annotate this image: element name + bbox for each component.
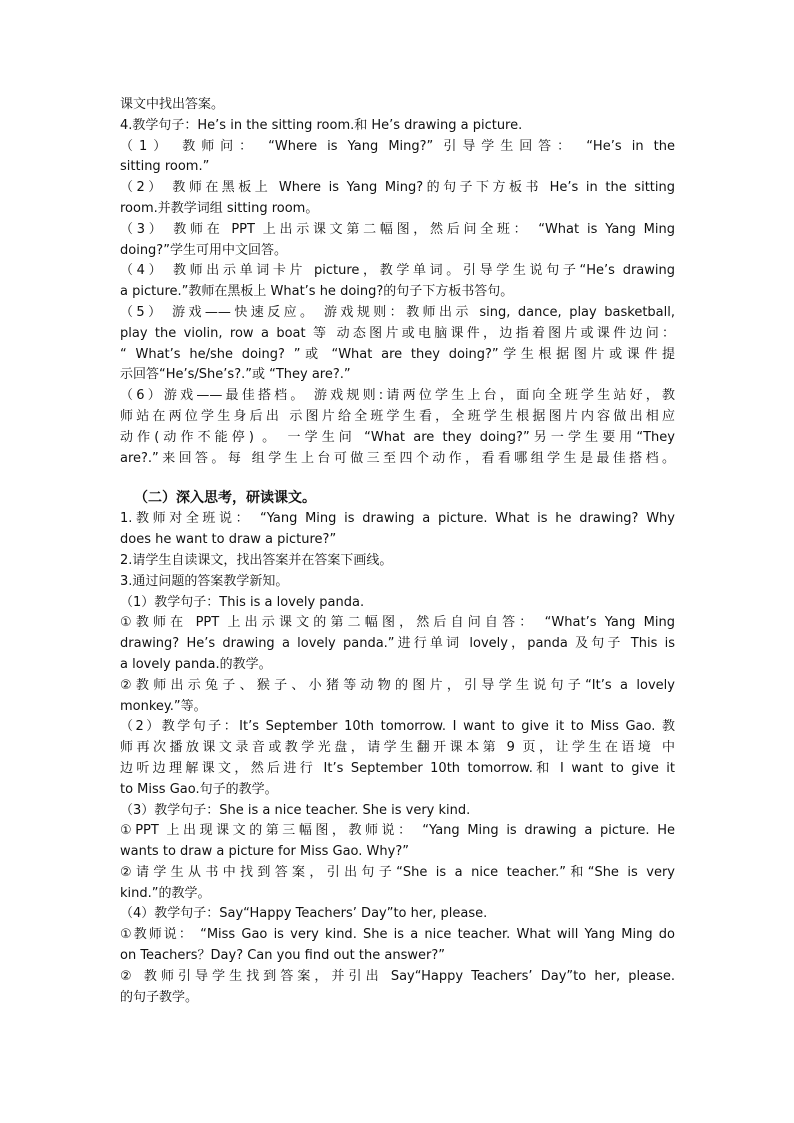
text-line: （2） 教师在黑板上 Where is Yang Ming?的句子下方板书 He’s in the sitting bbox=[120, 180, 675, 196]
text-line: （3）教学句子：She is a nice teacher. She is very kind. bbox=[120, 802, 471, 818]
text-line: play the violin, row a boat 等 动态图片或电脑课件，边指着图片或课件边问： bbox=[120, 325, 675, 341]
text-line: a picture.”教师在黑板上 What’s he doing?的句子下方板书答句。 bbox=[120, 284, 514, 300]
text-line: ①教师说： “Miss Gao is very kind. She is a nice teacher. What will Yang Ming do bbox=[120, 927, 675, 943]
text-line: ①教师在 PPT 上出示课文的第二幅图，然后自问自答： “What’s Yang Ming bbox=[120, 615, 675, 631]
text-line: does he want to draw a picture?” bbox=[120, 532, 337, 548]
text-line: （1） 教师问： “Where is Yang Ming?” 引导学生回答： “He’s in the bbox=[120, 138, 675, 154]
text-line: 2.请学生自读课文，找出答案并在答案下画线。 bbox=[120, 552, 393, 568]
text-line: doing?”学生可用中文回答。 bbox=[120, 242, 287, 258]
text-line: 动作(动作不能停) 。 一学生问 “What are they doing?”另一学生要用“They bbox=[120, 429, 675, 445]
text-line: ②请学生从书中找到答案，引出句子“She is a nice teacher.”和“She is very bbox=[120, 864, 675, 880]
text-line: to Miss Gao.句子的教学。 bbox=[120, 781, 278, 797]
text-line: kind.”的教学。 bbox=[120, 885, 211, 901]
text-line: （2）教学句子：It’s September 10th tomorrow. I want to give it to Miss Gao. 教 bbox=[120, 719, 675, 735]
text-line: 1.教师对全班说： “Yang Ming is drawing a picture. What is he drawing? Why bbox=[120, 511, 675, 527]
text-line: 4.教学句子：He’s in the sitting room.和 He’s drawing a picture. bbox=[120, 117, 523, 133]
section-heading: （二）深入思考，研读课文。 bbox=[134, 490, 316, 507]
text-line: a lovely panda.的教学。 bbox=[120, 656, 272, 672]
text-line: ②教师出示兔子、猴子、小猪等动物的图片，引导学生说句子“It’s a lovely bbox=[120, 677, 675, 693]
text-line: 示回答“He’s/She’s?.”或 “They are?.” bbox=[120, 367, 351, 383]
text-line: room.并教学词组 sitting room。 bbox=[120, 200, 319, 216]
text-line: are?.”来回答。每 组学生上台可做三至四个动作，看看哪组学生是最佳搭档。 bbox=[120, 450, 675, 466]
text-line: （6）游戏——最佳搭档。 游戏规则:请两位学生上台，面向全班学生站好，教 bbox=[120, 388, 675, 404]
section-two bbox=[120, 509, 675, 1008]
text-line: 课文中找出答案。 bbox=[120, 97, 225, 112]
text-line: sitting room.” bbox=[120, 159, 210, 175]
text-line: （4） 教师出示单词卡片 picture，教学单词。引导学生说句子“He’s drawing bbox=[120, 263, 675, 279]
text-line: ② 教师引导学生找到答案，并引出 Say“Happy Teachers’ Day”to her, please. bbox=[120, 968, 675, 984]
text-line: 师再次播放课文录音或教学光盘，请学生翻开课本第 9 页，让学生在语境 中 bbox=[120, 740, 675, 756]
text-line: “ What’s he/she doing? ”或 “What are they doing?”学生根据图片或课件提 bbox=[120, 346, 675, 362]
text-line: （5） 游戏——快速反应。 游戏规则：教师出示 sing, dance, play basketball, bbox=[120, 304, 675, 320]
text-line: wants to draw a picture for Miss Gao. Why?” bbox=[120, 844, 409, 860]
text-line: 3.通过问题的答案教学新知。 bbox=[120, 573, 289, 589]
text-line: 师站在两位学生身后出 示图片给全班学生看，全班学生根据图片内容做出相应 bbox=[120, 408, 675, 424]
paragraph-gap bbox=[120, 469, 675, 487]
text-line: on Teachers？Day? Can you find out the answer?” bbox=[120, 948, 445, 964]
text-line: monkey.”等。 bbox=[120, 698, 207, 714]
text-line: （4）教学句子：Say“Happy Teachers’ Day”to her, please. bbox=[120, 906, 488, 922]
text-line: 边听边理解课文，然后进行 It’s September 10th tomorrow.和 I want to give it bbox=[120, 760, 675, 776]
text-line: 的句子教学。 bbox=[120, 989, 199, 1005]
text-line: （3） 教师在 PPT 上出示课文第二幅图，然后问全班： “What is Yang Ming bbox=[120, 221, 675, 237]
text-line: （1）教学句子：This is a lovely panda. bbox=[120, 594, 365, 610]
section-one bbox=[120, 95, 675, 469]
document-page bbox=[120, 95, 675, 1008]
text-line: drawing? He’s drawing a lovely panda.”进行单词 lovely，panda 及句子 This is bbox=[120, 636, 675, 652]
text-line: ①PPT 上出现课文的第三幅图，教师说： “Yang Ming is drawing a picture. He bbox=[120, 823, 675, 839]
